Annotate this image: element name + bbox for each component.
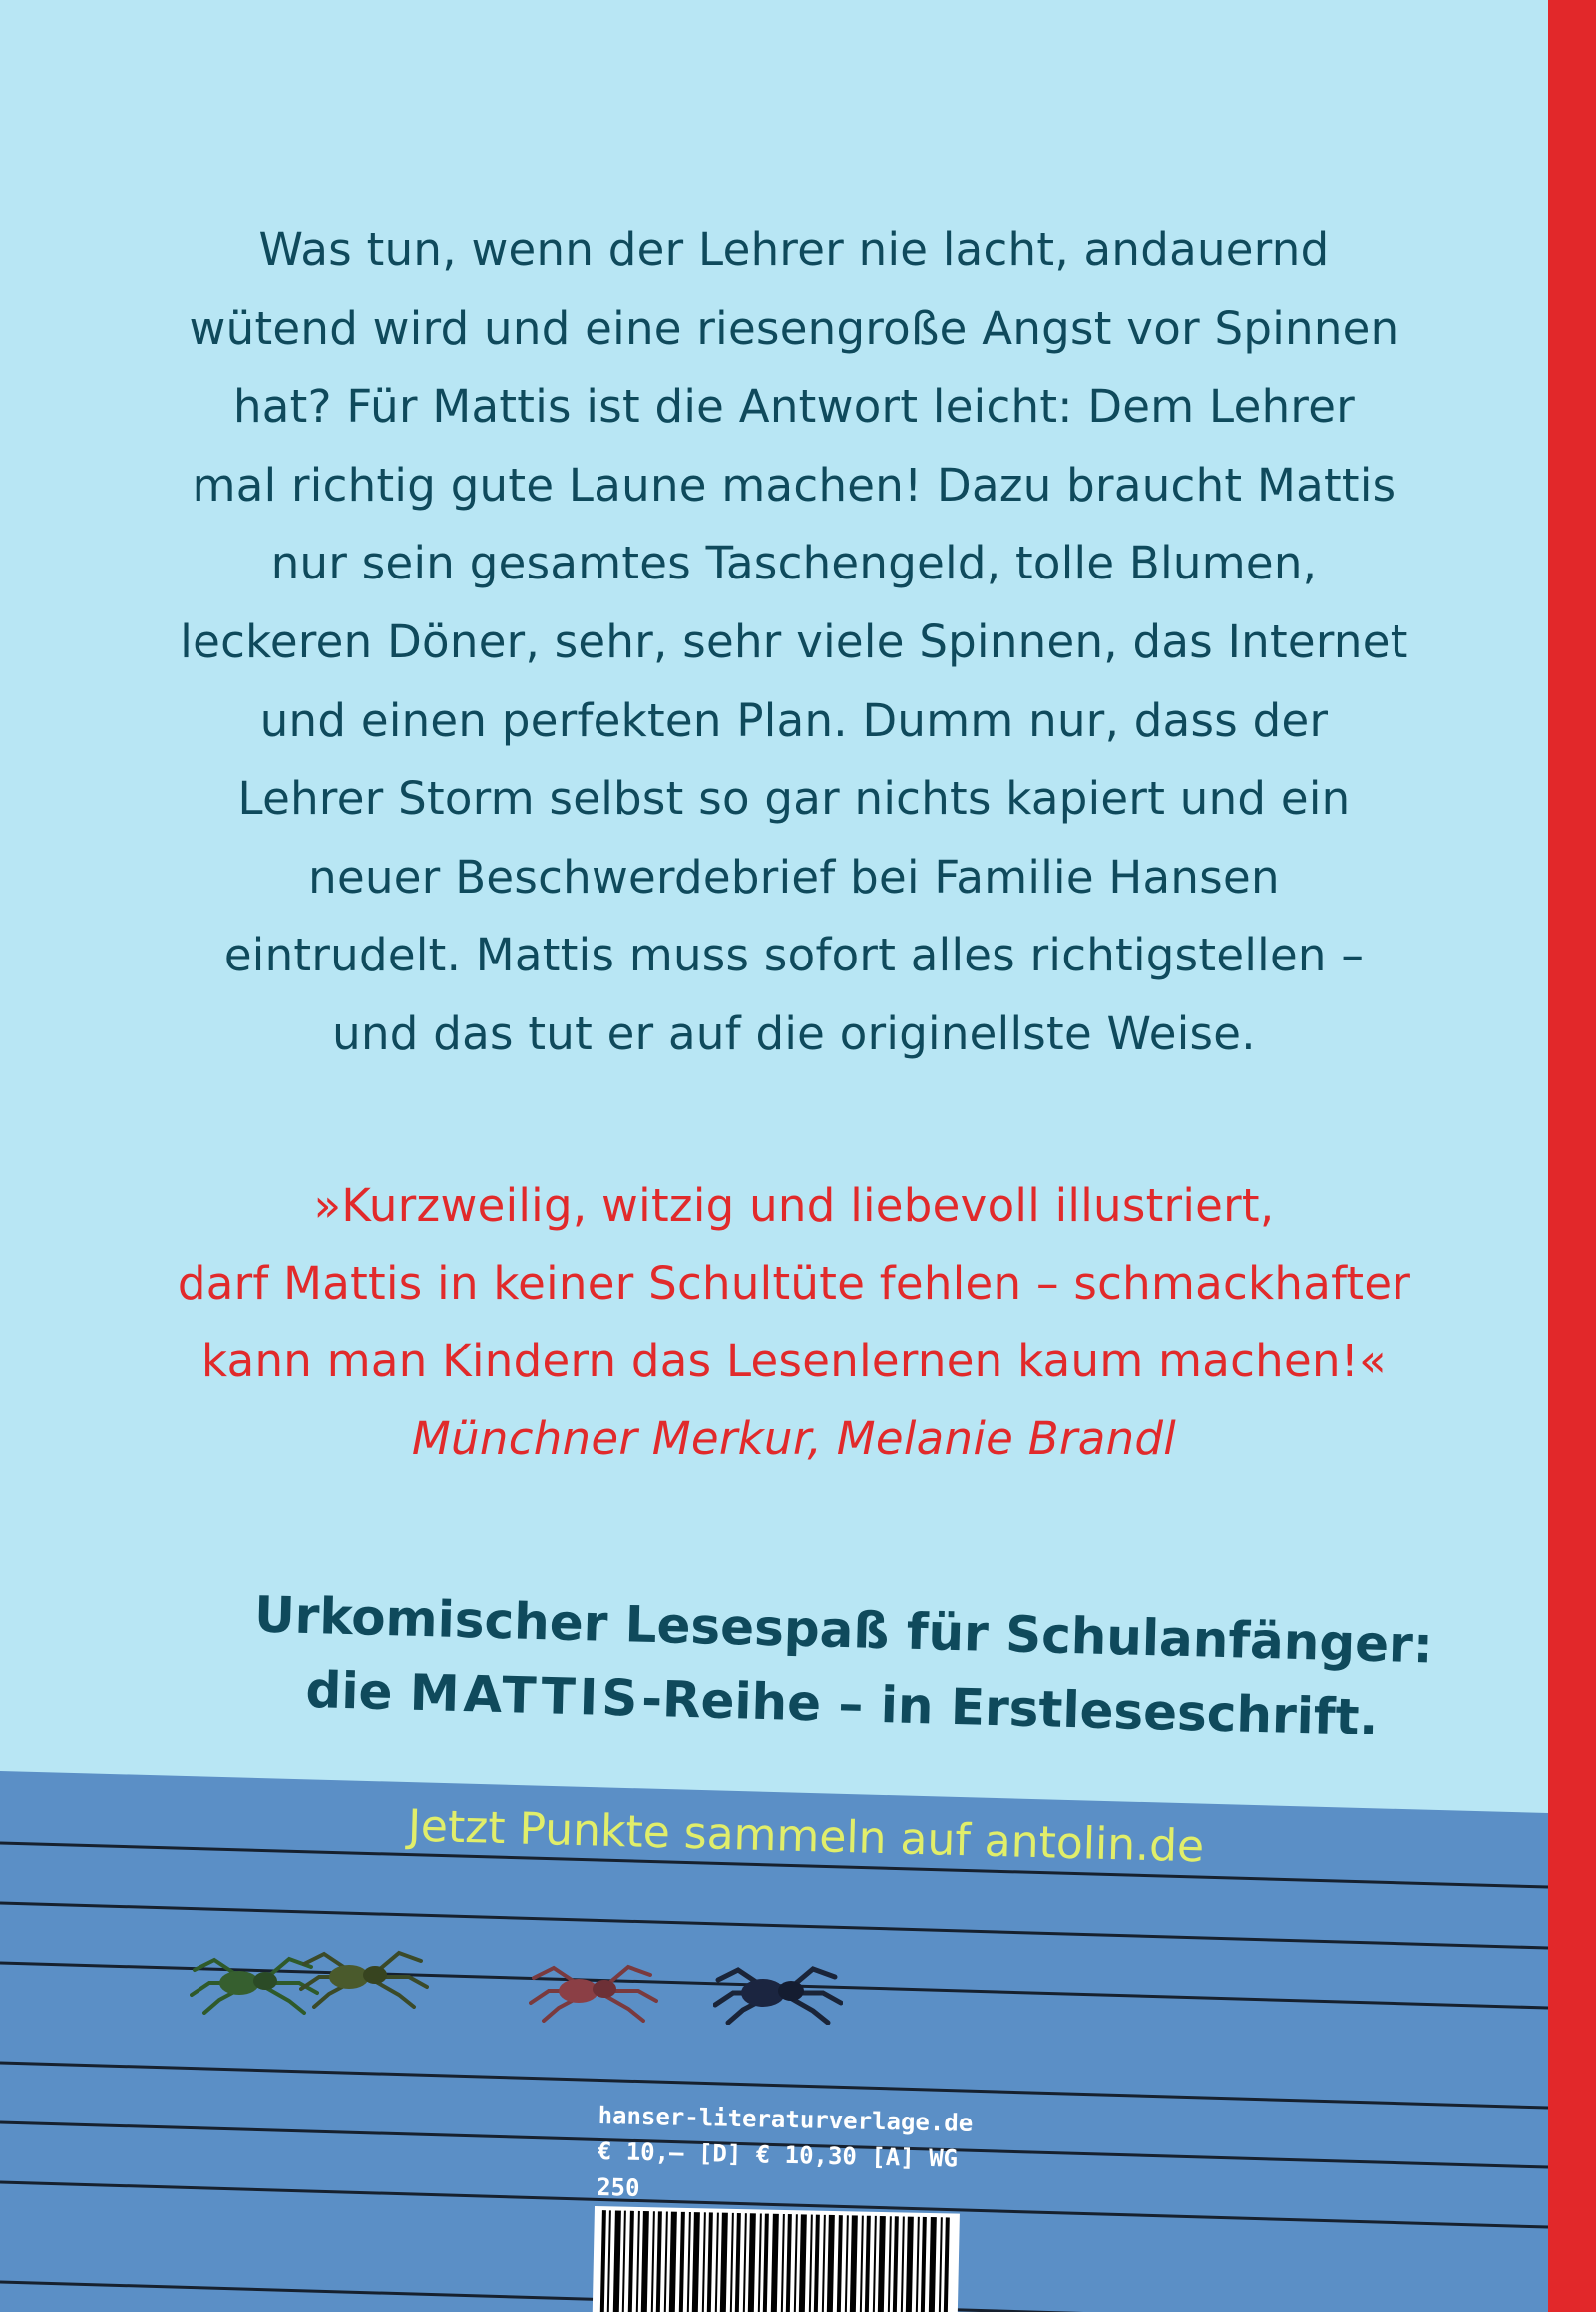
blurb-line: neuer Beschwerdebrief bei Familie Hansen — [308, 850, 1280, 904]
antolin-note: Jetzt Punkte sammeln auf antolin.de — [407, 1800, 1205, 1873]
black-spider-icon — [713, 1955, 843, 2025]
blurb-line: Was tun, wenn der Lehrer nie lacht, andauernd — [258, 223, 1330, 276]
blurb-line: und das tut er auf die originellste Weise. — [332, 1006, 1256, 1060]
barcode-bars — [592, 2206, 959, 2312]
quote-line: darf Mattis in keiner Schultüte fehlen – schmackhafter — [177, 1257, 1411, 1310]
blurb-line: mal richtig gute Laune machen! Dazu braucht Mattis — [192, 458, 1396, 512]
tagline-suffix: -Reihe – in Erstleseschrift. — [640, 1669, 1380, 1747]
series-name: MATTIS — [409, 1663, 643, 1728]
tagline-line-1: Urkomischer Lesespaß für Schulanfänger: — [253, 1585, 1434, 1675]
blurb-line: nur sein gesamtes Taschengeld, tolle Blumen, — [270, 537, 1318, 590]
blurb-line: und einen perfekten Plan. Dumm nur, dass der — [259, 693, 1329, 747]
blurb-line: wütend wird und eine riesengroße Angst vor Spinnen — [189, 301, 1399, 355]
barcode — [592, 2206, 959, 2312]
quote-source: Münchner Merkur, Melanie Brandl — [411, 1412, 1177, 1465]
red-spine — [1548, 0, 1596, 2312]
blurb-line: Lehrer Storm selbst so gar nichts kapiert und ein — [237, 772, 1351, 826]
publisher-website: hanser-literaturverlage.de — [598, 2101, 974, 2137]
blurb-line: hat? Für Mattis ist die Antwort leicht: Dem Lehrer — [232, 380, 1356, 434]
price-line: € 10,– [D] € 10,30 [A] WG 250 — [596, 2136, 959, 2202]
quote-line: »Kurzweilig, witzig und liebevoll illustriert, — [313, 1179, 1275, 1232]
blurb-line: eintrudelt. Mattis muss sofort alles richtigstellen – — [223, 929, 1365, 982]
red-spider-icon — [529, 1953, 658, 2023]
blurb-line: leckeren Döner, sehr, sehr viele Spinnen, das Internet — [180, 614, 1408, 668]
green-spider-icon — [299, 1939, 429, 2009]
quote-line: kann man Kindern das Lesenlernen kaum machen!« — [201, 1335, 1387, 1387]
tagline-prefix: die — [304, 1660, 411, 1722]
